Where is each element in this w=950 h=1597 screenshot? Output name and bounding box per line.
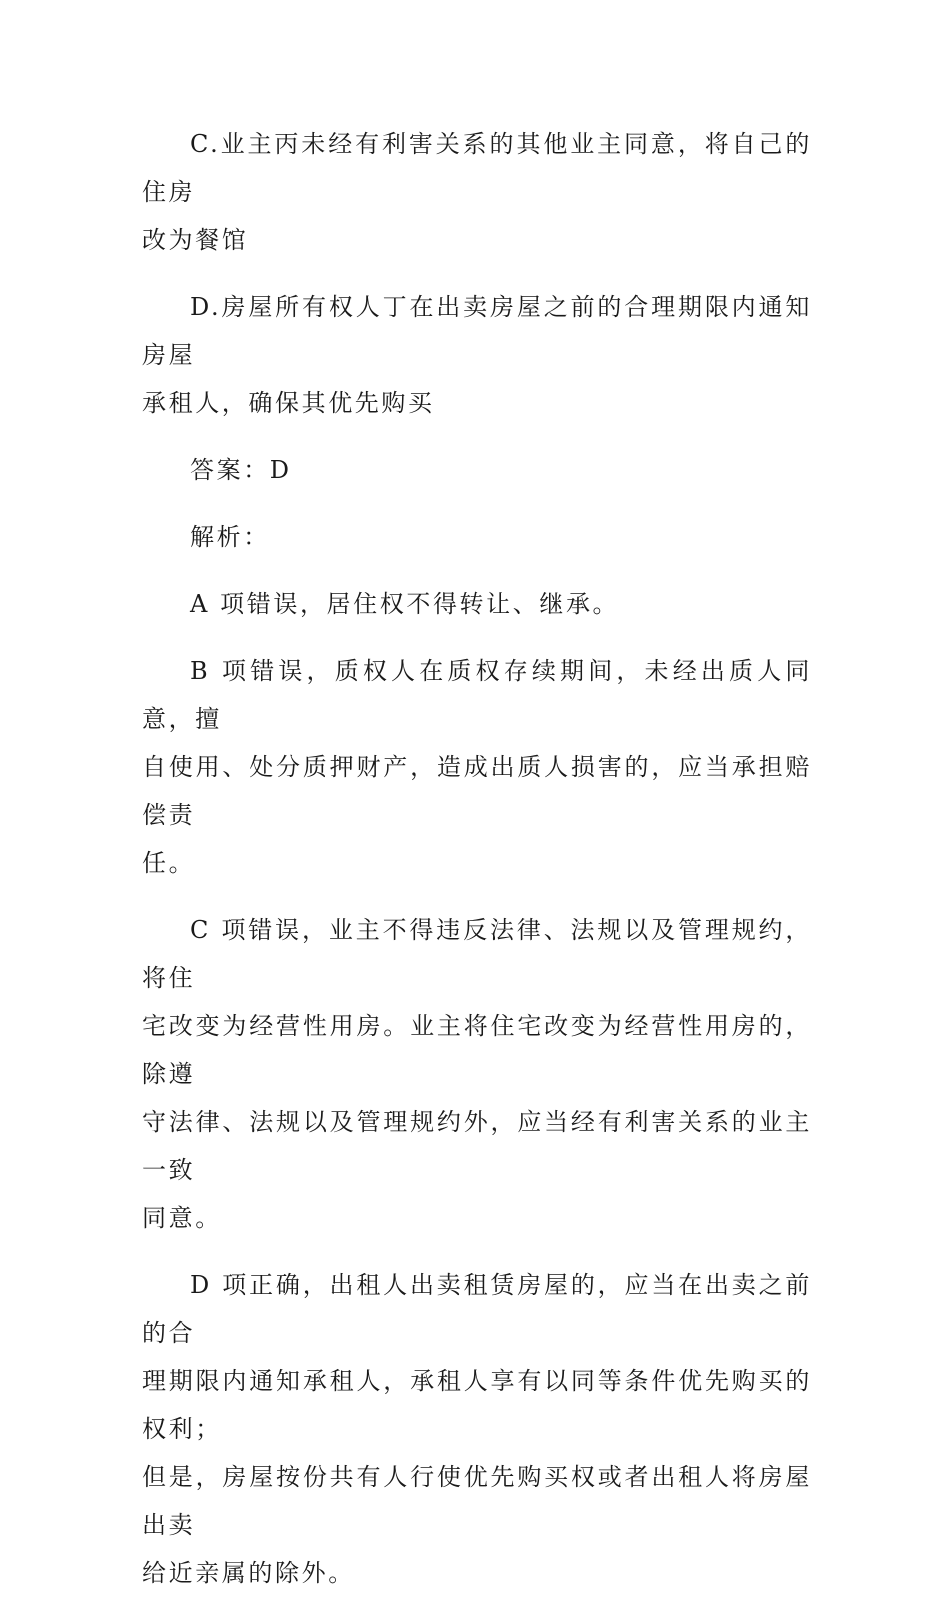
text-line: 自使用、处分质押财产，造成出质人损害的，应当承担赔偿责 bbox=[142, 753, 812, 829]
text-line: D.房屋所有权人丁在出卖房屋之前的合理期限内通知房屋 bbox=[142, 293, 812, 369]
text-line: C 项错误，业主不得违反法律、法规以及管理规约，将住 bbox=[142, 916, 812, 992]
paragraph-answer bbox=[142, 446, 812, 494]
analysis-heading: 解析： bbox=[190, 523, 270, 551]
text-line: 宅改变为经营性用房。业主将住宅改变为经营性用房的，除遵 bbox=[142, 1012, 812, 1088]
paragraph-gap bbox=[142, 1242, 812, 1261]
answer-text: 答案：D bbox=[190, 456, 292, 484]
text-line: 理期限内通知承租人，承租人享有以同等条件优先购买的权利； bbox=[142, 1367, 812, 1443]
paragraph-gap bbox=[142, 427, 812, 446]
paragraph-analysis-d bbox=[142, 1261, 812, 1597]
paragraph-gap bbox=[142, 494, 812, 513]
text-line: 守法律、法规以及管理规约外，应当经有利害关系的业主一致 bbox=[142, 1108, 812, 1184]
text-line: B 项错误，质权人在质权存续期间，未经出质人同意，擅 bbox=[142, 657, 812, 733]
paragraph-analysis-c bbox=[142, 906, 812, 1242]
document-body bbox=[142, 120, 812, 1597]
text-line: 同意。 bbox=[142, 1204, 222, 1232]
paragraph-gap bbox=[142, 887, 812, 906]
paragraph-analysis-heading bbox=[142, 513, 812, 561]
text-line: 任。 bbox=[142, 849, 196, 877]
text-line: D 项正确，出租人出卖租赁房屋的，应当在出卖之前的合 bbox=[142, 1271, 812, 1347]
paragraph-option-d bbox=[142, 283, 812, 427]
paragraph-gap bbox=[142, 561, 812, 580]
paragraph-gap bbox=[142, 628, 812, 647]
paragraph-option-c bbox=[142, 120, 812, 264]
text-line: 改为餐馆 bbox=[142, 226, 249, 254]
paragraph-analysis-b bbox=[142, 647, 812, 887]
text-line: 承租人，确保其优先购买 bbox=[142, 389, 435, 417]
text-line: 给近亲属的除外。 bbox=[142, 1559, 355, 1587]
paragraph-analysis-a bbox=[142, 580, 812, 628]
paragraph-gap bbox=[142, 264, 812, 283]
text-line: 但是，房屋按份共有人行使优先购买权或者出租人将房屋出卖 bbox=[142, 1463, 812, 1539]
text-line: A 项错误，居住权不得转让、继承。 bbox=[190, 590, 620, 618]
text-line: C.业主丙未经有利害关系的其他业主同意，将自己的住房 bbox=[142, 130, 812, 206]
